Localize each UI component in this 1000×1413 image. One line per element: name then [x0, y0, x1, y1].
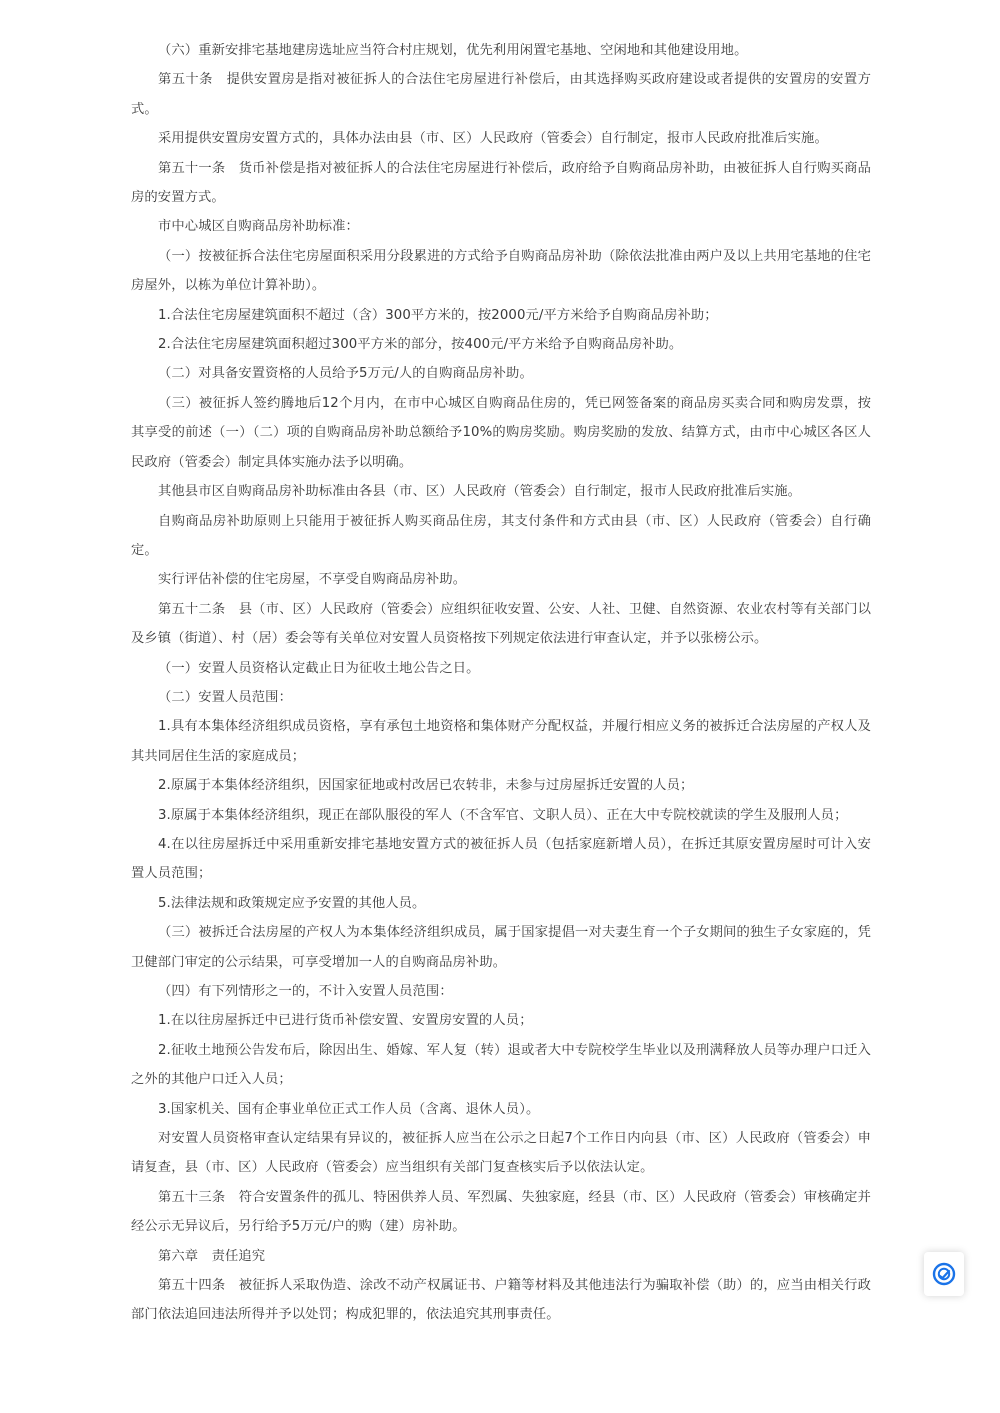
paragraph: 4.在以往房屋拆迁中采用重新安排宅基地安置方式的被征拆人员（包括家庭新增人员），在拆迁其原安置房屋时可计入安置人员范围；	[131, 836, 871, 882]
paragraph: 第五十二条 县（市、区）人民政府（管委会）应组织征收安置、公安、人社、卫健、自然资源、农业农村等有关部门以及乡镇（街道）、村（居）委会等有关单位对安置人员资格按下列规定依法进行审查认定，并予以张榜公示。	[131, 601, 871, 647]
paragraph: 第五十四条 被征拆人采取伪造、涂改不动产权属证书、户籍等材料及其他违法行为骗取补偿（助）的，应当由相关行政部门依法追回违法所得并予以处罚；构成犯罪的，依法追究其刑事责任。	[131, 1278, 871, 1323]
paragraph: （二）对具备安置资格的人员给予5万元/人的自购商品房补助。	[158, 366, 533, 382]
paragraph: （六）重新安排宅基地建房选址应当符合村庄规划，优先利用闲置宅基地、空闲地和其他建设用地。	[158, 43, 748, 58]
floating-service-button[interactable]	[924, 1252, 964, 1296]
paragraph: 2.合法住宅房屋建筑面积超过300平方米的部分，按400元/平方米给予自购商品房补助。	[158, 337, 683, 353]
paragraph: 自购商品房补助原则上只能用于被征拆人购买商品住房，其支付条件和方式由县（市、区）人民政府（管委会）自行确定。	[131, 513, 871, 558]
paragraph: 2.原属于本集体经济组织，因国家征地或村改居已农转非，未参与过房屋拆迁安置的人员；	[158, 778, 694, 794]
paragraph: （一）按被征拆合法住宅房屋面积采用分段累进的方式给予自购商品房补助（除依法批准由两户及以上共用宅基地的住宅房屋外，以栋为单位计算补助）。	[131, 248, 871, 294]
paragraph: （二）安置人员范围：	[158, 689, 292, 705]
paragraph: （一）安置人员资格认定截止日为征收土地公告之日。	[158, 660, 480, 676]
chapter-heading: 第六章 责任追究	[158, 1248, 266, 1264]
paragraph: （三）被征拆人签约腾地后12个月内，在市中心城区自购商品住房的，凭已网签备案的商品房买卖合同和购房发票，按其享受的前述（一）（二）项的自购商品房补助总额给予10%的购房奖励。购房奖励的发放、结算方式，由市中心城区各区人民政府（管委会）制定具体实施办法予以明确。	[131, 395, 871, 470]
paragraph: 实行评估补偿的住宅房屋，不享受自购商品房补助。	[158, 572, 467, 588]
paragraph: （四）有下列情形之一的，不计入安置人员范围：	[158, 984, 453, 999]
paragraph: 3.国家机关、国有企事业单位正式工作人员（含离、退休人员）。	[158, 1101, 540, 1117]
paragraph: （三）被拆迁合法房屋的产权人为本集体经济组织成员，属于国家提倡一对夫妻生育一个子女期间的独生子女家庭的，凭卫健部门审定的公示结果，可享受增加一人的自购商品房补助。	[131, 925, 871, 970]
paragraph: 市中心城区自购商品房补助标准：	[158, 219, 359, 235]
paragraph: 采用提供安置房安置方式的，具体办法由县（市、区）人民政府（管委会）自行制定，报市人民政府批准后实施。	[158, 131, 828, 147]
article-body	[131, 36, 871, 1330]
paragraph: 对安置人员资格审查认定结果有异议的，被征拆人应当在公示之日起7个工作日内向县（市、区）人民政府（管委会）申请复查，县（市、区）人民政府（管委会）应当组织有关部门复查核实后予以依法认定。	[131, 1131, 871, 1176]
paragraph: 3.原属于本集体经济组织，现正在部队服役的军人（不含军官、文职人员）、正在大中专院校就读的学生及服刑人员；	[158, 807, 848, 823]
paragraph: 5.法律法规和政策规定应予安置的其他人员。	[158, 895, 426, 911]
paragraph: 第五十一条 货币补偿是指对被征拆人的合法住宅房屋进行补偿后，政府给予自购商品房补助，由被征拆人自行购买商品房的安置方式。	[131, 160, 871, 206]
paragraph: 2.征收土地预公告发布后，除因出生、婚嫁、军人复（转）退或者大中专院校学生毕业以及刑满释放人员等办理户口迁入之外的其他户口迁入人员；	[131, 1042, 871, 1088]
service-icon	[932, 1262, 956, 1286]
paragraph: 1.合法住宅房屋建筑面积不超过（含）300平方米的，按2000元/平方米给予自购商品房补助；	[158, 307, 718, 323]
paragraph: 第五十三条 符合安置条件的孤儿、特困供养人员、军烈属、失独家庭，经县（市、区）人民政府（管委会）审核确定并经公示无异议后，另行给予5万元/户的购（建）房补助。	[131, 1189, 871, 1235]
paragraph: 1.在以往房屋拆迁中已进行货币补偿安置、安置房安置的人员；	[158, 1013, 533, 1029]
paragraph: 1.具有本集体经济组织成员资格，享有承包土地资格和集体财产分配权益，并履行相应义务的被拆迁合法房屋的产权人及其共同居住生活的家庭成员；	[131, 719, 871, 764]
paragraph: 第五十条 提供安置房是指对被征拆人的合法住宅房屋进行补偿后，由其选择购买政府建设或者提供的安置房的安置方式。	[131, 72, 871, 117]
paragraph: 其他县市区自购商品房补助标准由各县（市、区）人民政府（管委会）自行制定，报市人民政府批准后实施。	[158, 484, 802, 500]
